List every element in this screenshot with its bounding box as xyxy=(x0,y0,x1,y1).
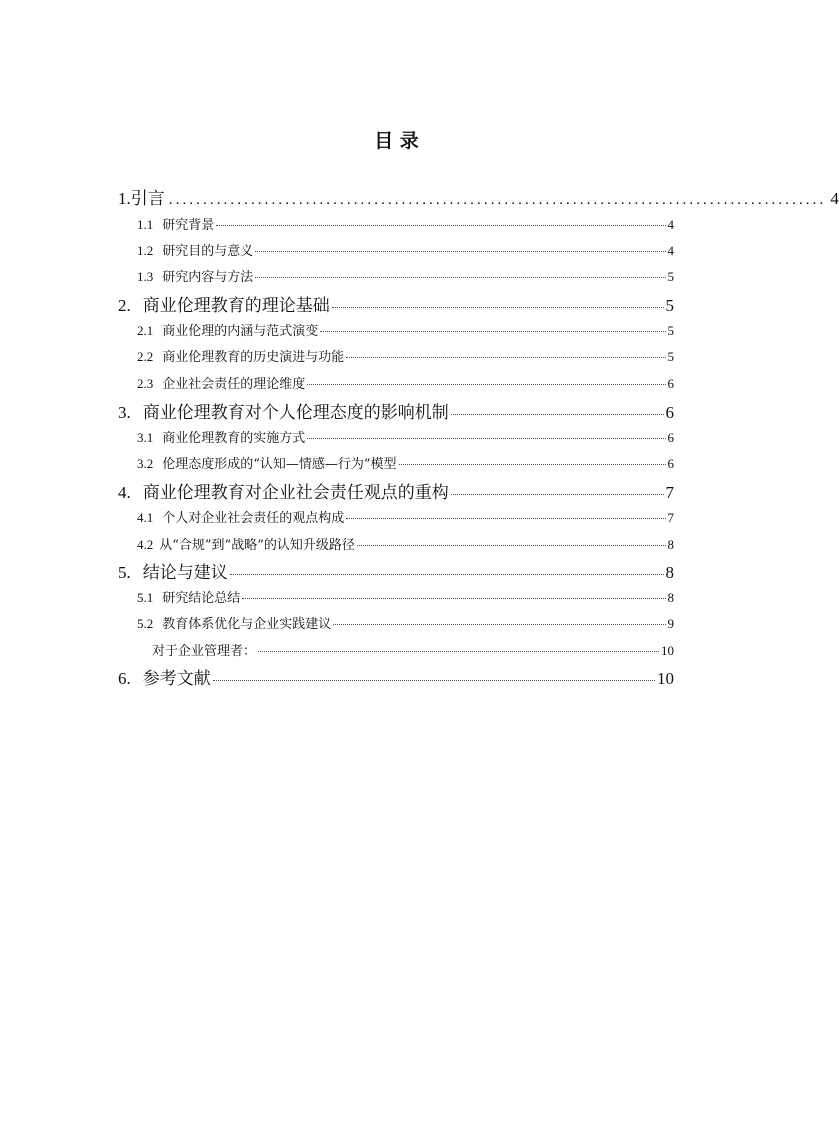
toc-entry-number: 5.1 xyxy=(137,590,154,605)
toc-entry-5-2[interactable] xyxy=(137,613,674,632)
toc-entry-2-1[interactable] xyxy=(137,320,674,339)
toc-entry-3-2[interactable] xyxy=(137,453,674,472)
toc-entry-5-2-a[interactable] xyxy=(152,640,674,659)
toc-entry-label: 商业伦理教育对个人伦理态度的影响机制 xyxy=(142,403,449,423)
toc-entry-label: 研究结论总结 xyxy=(162,591,241,606)
dot-leader xyxy=(333,624,665,625)
toc-entry-4-1[interactable] xyxy=(137,507,674,526)
toc-entry-1-2[interactable] xyxy=(137,240,674,259)
dot-leader xyxy=(230,574,664,575)
toc-entry-page: 9 xyxy=(667,616,674,631)
toc-title: 目 录 xyxy=(374,130,419,152)
toc-entry-number: 5. xyxy=(118,563,131,582)
toc-entry-1-1[interactable] xyxy=(137,214,674,233)
toc-entry-4-2[interactable] xyxy=(137,534,674,553)
toc-entry-label: 商业伦理教育的理论基础 xyxy=(142,296,330,316)
dot-leader xyxy=(332,307,664,308)
toc-entry-number: 3. xyxy=(118,403,131,422)
dot-leader xyxy=(399,464,666,465)
toc-entry-label: 从“合规”到“战略”的认知升级路径 xyxy=(159,538,355,553)
toc-entry-page: 6 xyxy=(665,403,674,422)
dot-leader xyxy=(451,494,664,495)
dot-leader xyxy=(242,598,665,599)
dot-leader xyxy=(307,438,665,439)
toc-entry-page: 5 xyxy=(665,296,674,315)
toc-entry-number: 5.2 xyxy=(137,616,154,631)
toc-entry-number: 4.1 xyxy=(137,510,154,525)
dot-leader xyxy=(346,518,665,519)
dot-leader xyxy=(320,331,665,332)
toc-entry-label: 商业伦理教育的历史演进与功能 xyxy=(162,350,345,365)
toc-entry-label: 引言 xyxy=(130,189,165,209)
toc-entry-number: 6. xyxy=(118,669,131,688)
toc-entry-page: 10 xyxy=(657,669,674,688)
toc-entry-label: 研究内容与方法 xyxy=(162,270,254,285)
dot-leader xyxy=(255,251,665,252)
toc-entry-number: 1.2 xyxy=(137,243,154,258)
toc-entry-label: 研究目的与意义 xyxy=(162,244,254,259)
toc-entry-5[interactable] xyxy=(118,558,674,583)
toc-entry-number: 3.1 xyxy=(137,430,154,445)
toc-entry-1[interactable] xyxy=(118,184,839,209)
toc-entry-label: 参考文献 xyxy=(142,669,211,689)
dot-leader xyxy=(451,414,664,415)
dot-leader xyxy=(357,545,666,546)
dot-leader: ................................................................................................ xyxy=(168,192,827,208)
toc-entry-page: 5 xyxy=(667,323,674,338)
toc-entry-label: 商业伦理教育的实施方式 xyxy=(162,431,306,446)
toc-entry-page: 5 xyxy=(667,349,674,364)
toc-entry-2-3[interactable] xyxy=(137,373,674,392)
toc-entry-page: 4 xyxy=(830,189,839,208)
toc-entry-page: 5 xyxy=(667,269,674,284)
toc-entry-page: 10 xyxy=(661,643,674,658)
toc-entry-page: 8 xyxy=(667,537,674,552)
toc-entry-page: 4 xyxy=(667,243,674,258)
dot-leader xyxy=(213,680,655,681)
toc-entry-3[interactable] xyxy=(118,398,674,423)
toc-entry-label: 对于企业管理者： xyxy=(152,644,257,659)
toc-entry-label: 研究背景 xyxy=(162,218,215,233)
toc-entry-number: 4. xyxy=(118,483,131,502)
toc-entry-number: 2. xyxy=(118,296,131,315)
toc-entry-2[interactable] xyxy=(118,291,674,316)
toc-entry-page: 7 xyxy=(667,510,674,525)
toc-entry-1-3[interactable] xyxy=(137,266,674,285)
toc-entry-page: 6 xyxy=(667,376,674,391)
toc-entry-label: 商业伦理的内涵与范式演变 xyxy=(162,324,319,339)
dot-leader xyxy=(346,357,665,358)
toc-entry-label: 企业社会责任的理论维度 xyxy=(162,377,306,392)
toc-entry-number: 2.2 xyxy=(137,349,154,364)
toc-entry-4[interactable] xyxy=(118,478,674,503)
toc-entry-number: 1.3 xyxy=(137,269,154,284)
dot-leader xyxy=(216,225,665,226)
toc-entry-page: 6 xyxy=(667,456,674,471)
toc-entry-number: 2.3 xyxy=(137,376,154,391)
toc-entry-page: 8 xyxy=(665,563,674,582)
toc-entry-5-1[interactable] xyxy=(137,587,674,606)
toc-entry-page: 4 xyxy=(667,217,674,232)
dot-leader xyxy=(307,384,665,385)
toc-entry-number: 4.2 xyxy=(137,537,154,552)
dot-leader xyxy=(255,277,665,278)
toc-entry-number: 1. xyxy=(118,189,131,208)
toc-entry-number: 1.1 xyxy=(137,217,154,232)
toc-entry-number: 2.1 xyxy=(137,323,154,338)
toc-entry-label: 伦理态度形成的“认知—情感—行为”模型 xyxy=(162,457,397,472)
toc-entry-2-2[interactable] xyxy=(137,346,674,365)
toc-entry-3-1[interactable] xyxy=(137,427,674,446)
toc-entry-6[interactable] xyxy=(118,664,674,689)
toc-entry-label: 结论与建议 xyxy=(142,563,228,583)
toc-entry-page: 7 xyxy=(665,483,674,502)
toc-entry-label: 个人对企业社会责任的观点构成 xyxy=(162,511,345,526)
toc-entry-number: 3.2 xyxy=(137,456,154,471)
toc-entry-page: 8 xyxy=(667,590,674,605)
toc-entry-label: 教育体系优化与企业实践建议 xyxy=(162,617,332,632)
toc-entry-label: 商业伦理教育对企业社会责任观点的重构 xyxy=(142,483,449,503)
toc-entry-page: 6 xyxy=(667,430,674,445)
dot-leader xyxy=(258,651,659,652)
